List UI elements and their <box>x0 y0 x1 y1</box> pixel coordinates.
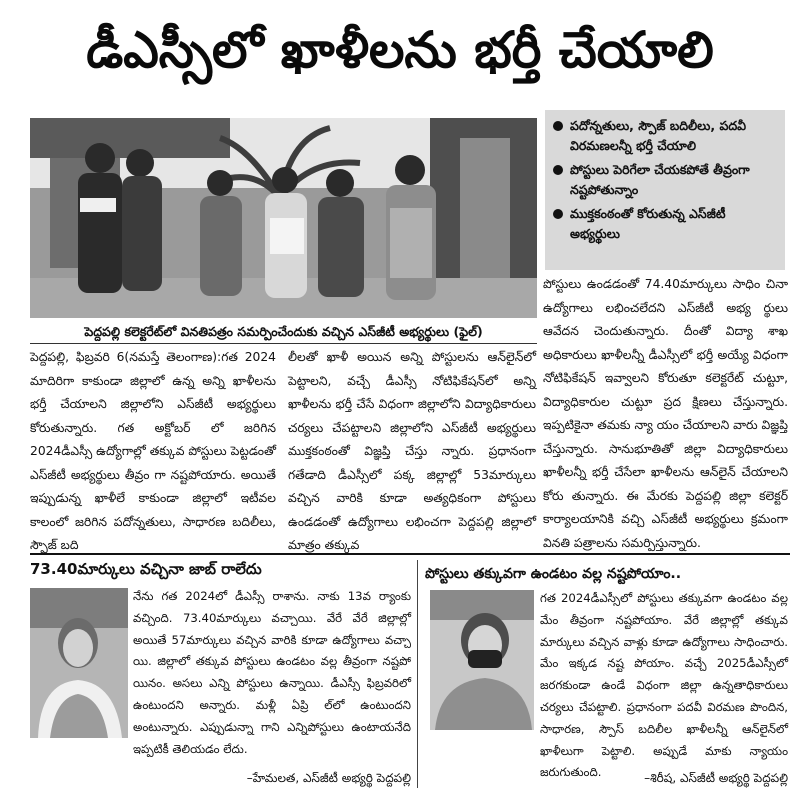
quote1-text: నేను గత 2024లో డీఎస్సీ రాశాను. నాకు 13వ ర్యాంకు వచ్చింది. 73.40మార్కులు వచ్చాయి. వేరే వేరే జిల్లాల్లో అయితే 57మార్కులు వచ్చిన వారికి కూడా ఉద్యోగాలు వచ్చా యి. జిల్లాలో తక్కువ పోస్టులు ఉండటం వల్ల తీవ్రంగా నష్టపో యినం. అసలు ఎన్ని పోస్టులు ఉన్నాయి. డీఎస్సీ ఫిబ్రవరిలో ఉంటుందని అన్నారు. మళ్లీ ఏప్రి ల్‌లో ఉంటుందని అంటున్నారు. ఎప్పుడున్నా గాని ఎన్నిపోస్టులు ఉంటాయనేది ఇప్పటికీ తెలియడం లేదు. <box>133 589 411 756</box>
quote2-text: గత 2024డీఎస్సీలో పోస్టులు తక్కువగా ఉండటం వల్ల మేం తీవ్రంగా నష్టపోయాం. వేరే జిల్లాల్లో తక్కువ మార్కులు వచ్చిన వాళ్లు కూడా ఉద్యోగాలు సాధించారు. మేం ఇక్కడ నష్ట పోయాం. వచ్చే 2025డీఎస్సీలో జరగకుండా ఉండే విధంగా జిల్లా ఉన్నతాధికారులు చర్యలు చేపట్టాలి. ప్రధానంగా పదవీ విరమణ పొందిన, సాధారణ, స్పౌస్ బదిలీల ఖాళీలన్నీ ఆన్‌లైన్‌లో ఖాళీలుగా పెట్టాలి. అప్పుడే మాకు న్యాయం జరుగుతుంది. <box>540 591 788 780</box>
article-column-3: పోస్టులు ఉండడంతో 74.40మార్కులు సాధిం చినా ఉద్యోగాలు లభించలేదని ఎస్‌జీటీ అభ్య ర్థులు ఆవేదన చెందుతున్నారు. దీంతో విద్యా శాఖ అధికారులు ఖాళీలన్నీ డీఎస్సీలో భర్తీ అయ్యే విధంగా నోటిఫికేషన్ ఇవ్వాలని కోరుతూ కలెక్టరేట్ చుట్టూ, విద్యాధికారుల చుట్టూ ప్రద క్షిణలు చేస్తున్నారు. ఇప్పటికైనా తమకు న్యా యం చేయాలని వారు విజ్ఞప్తి చేస్తున్నారు. సానుభూతితో జిల్లా విద్యాధికారులు ఖాళీలన్నీ భర్తీ చేసేలా ఖాళీలను ఆన్‌లైన్ చేయాలని కోరు తున్నారు. ఈ మేరకు పెద్దపల్లి జిల్లా కలెక్టర్ కార్యాలయానికి వచ్చి ఎస్‌జీటీ అభ్యర్థులు క్రమంగా వినతి పత్రాలను సమర్పిస్తున్నారు. <box>543 277 788 550</box>
portrait-icon <box>430 590 534 730</box>
main-photo <box>30 118 537 318</box>
group-photo-illustration <box>30 118 537 318</box>
section-divider <box>30 553 790 555</box>
quote1-portrait <box>30 588 128 738</box>
headline: డీఎస్సీలో ఖాళీలను భర్తీ చేయాలి <box>86 20 714 79</box>
quote2-portrait <box>430 590 534 730</box>
highlights-box <box>545 110 785 270</box>
quote2-signature: –శిరీష, ఎస్‌జీటీ అభ్యర్థి పెద్దపల్లి <box>644 771 788 785</box>
quote1-heading: 73.40మార్కులు వచ్చినా జాబ్ రాలేదు <box>30 560 262 578</box>
article-column-2: లీలతో ఖాళీ అయిన అన్ని పోస్టులను ఆన్‌లైన్‌లో పెట్టాలని, వచ్చే డీఎస్సీ నోటిఫికేషన్‌లో అన్ని ఖాళీలను భర్తీ చేసే విధంగా జిల్లాలోని విద్యాధికారులు చర్యలు చేపట్టాలని జిల్లాలోని ఎస్‌జీటీ అభ్యర్థులు ముక్తకంఠంతో విజ్ఞప్తి చేస్తు న్నారు. ప్రధానంగా గతేడాది డీఎస్సీలో పక్క జిల్లాల్లో 53మార్కులు వచ్చిన వారికి కూడా అత్యధికంగా పోస్టులు ఉండడంతో ఉద్యోగాలు లభించగా పెద్దపల్లి జిల్లాలో మాత్రం తక్కువ <box>288 350 536 552</box>
portrait-icon <box>30 588 128 738</box>
photo-caption: పెద్దపల్లి కలెక్టరేట్‌లో వినతిపత్రం సమర్పించేందుకు వచ్చిన ఎస్‌జీటీ అభ్యర్థులు (ఫైల్) <box>30 320 537 344</box>
bullet-icon <box>553 165 563 175</box>
bullet-icon <box>553 209 563 219</box>
bullet-icon <box>553 121 563 131</box>
highlight-item: పోస్టులు పెరిగేలా చేయకపోతే తీవ్రంగా నష్టపోతున్నాం <box>553 160 777 200</box>
article-column-1: పెద్దపల్లి, ఫిబ్రవరి 6(నమస్తే తెలంగాణ):గత 2024 మాదిరిగా కాకుండా జిల్లాలో ఉన్న అన్ని ఖాళీలను భర్తీ చేయాలని జిల్లాలోని ఎస్‌జీటీ అభ్యర్థులు కోరుతున్నారు. గత అక్టోబర్ లో జరిగిన 2024డీఎస్సీ ఉద్యోగాల్లో తక్కువ పోస్టులు పెట్టడంతో ఎస్‌జీటీ అభ్యర్థులు తీవ్రం గా నష్టపోయారు. అయితే ఇప్పుడున్న ఖాళీలే కాకుండా జిల్లాలో ఇటీవల కాలంలో జరిగిన పదోన్నతులు, సాధారణ బదిలీలు, స్పౌజ్ బది <box>30 350 276 552</box>
highlight-item: పదోన్నతులు, స్పౌజ్ బదిలీలు, పదవీ విరమణలన్నీ భర్తీ చేయాలి <box>553 116 777 156</box>
quote1-signature: –హేమలత, ఎస్‌జీటీ అభ్యర్థి పెద్దపల్లి <box>246 771 411 785</box>
quote2-heading: పోస్టులు తక్కువగా ఉండటం వల్ల నష్టపోయాం.. <box>425 566 682 582</box>
quote-divider <box>417 560 418 788</box>
highlight-item: ముక్తకంఠంతో కోరుతున్న ఎస్‌జీటీ అభ్యర్థులు <box>553 204 777 244</box>
